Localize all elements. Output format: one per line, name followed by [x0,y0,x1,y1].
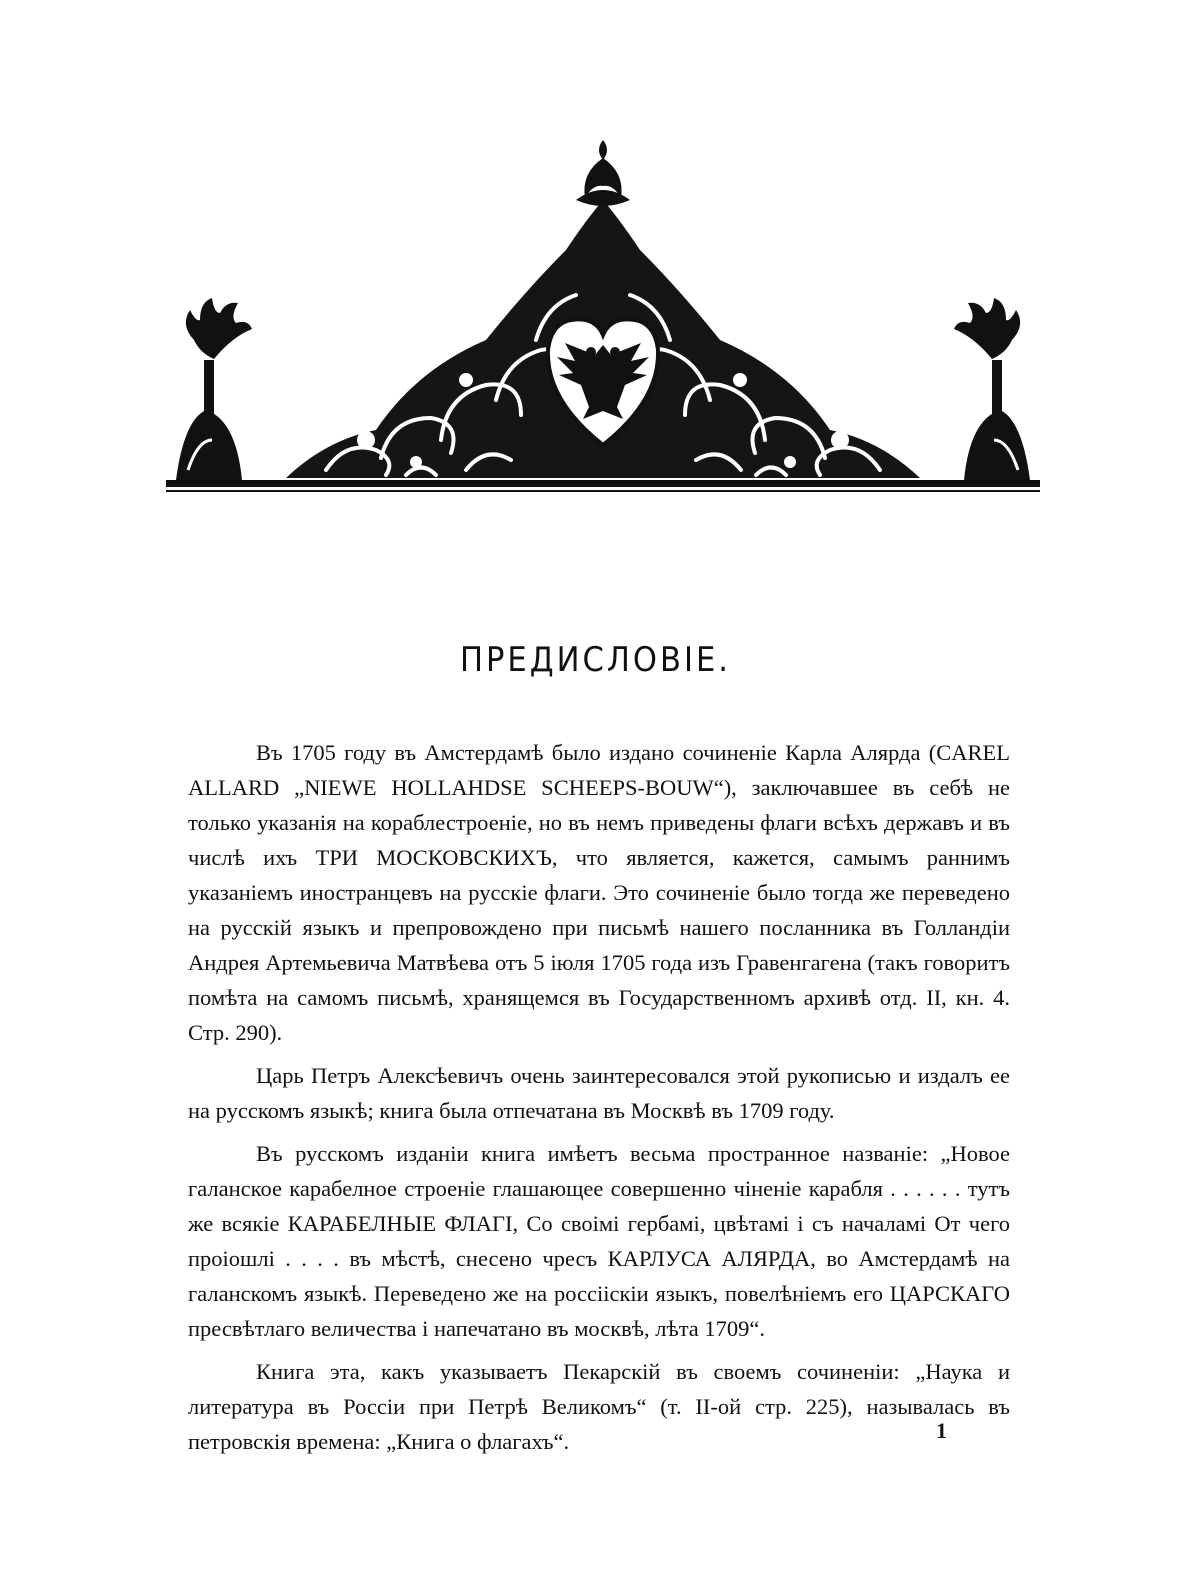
paragraph: Царь Петръ Алексѣевичъ очень заинтересовался этой рукописью и издалъ ее на русскомъ языкѣ; книга была отпечатана въ Москвѣ въ 1709 году. [188,1063,1010,1123]
paragraph: Въ русскомъ изданіи книга имѣетъ весьма пространное названіе: „Новое галанское карабелное строеніе глашающее совершенно чіненіе карабля . . . . . . тутъ же всякіе КАРАБЕЛНЫЕ ФЛАГІ, Со своімі гербамі, цвѣтамі і съ началамі От чего проіошлі . . . . въ мѣстѣ, снесено чресъ КАРЛУСА АЛЯРДА, во Амстердамѣ на галанскомъ языкѣ. Переведено же на россіiскiи языкъ, повелѣніемъ его ЦАРСКАГО пресвѣтлаго величества і напечатано въ москвѣ, лѣта 1709“. [188,1141,1010,1341]
paragraph: Книга эта, какъ указываетъ Пекарскій въ своемъ сочиненіи: „Наука и литература въ Россіи при Петрѣ Великомъ“ (т. II-ой стр. 225), называлась въ петровскія времена: „Книга о флагахъ“. [188,1359,1010,1454]
page-number: 1 [936,1418,947,1443]
page-title: ПРЕДИСЛОВІЕ. [459,640,732,680]
paragraph: Въ 1705 году въ Амстердамѣ было издано сочиненіе Карла Алярда (CAREL ALLARD „NIEWE HOLLAHDSE SCHEEPS-BOUW“), заключавшее въ себѣ не только указанія на кораблестроеніе, но въ немъ приведены флаги всѣхъ державъ и въ числѣ ихъ ТРИ МОСКОВСКИХЪ, что является, кажется, самымъ раннимъ указаніемъ иностранцевъ на русскіе флаги. Это сочиненіе было тогда же переведено на русскій языкъ и препровождено при письмѣ нашего посланника въ Голландіи Андрея Артемьевича Матвѣева отъ 5 іюля 1705 года изъ Гравенгагена (такъ говоритъ помѣта на самомъ письмѣ, хранящемся въ Государственномъ архивѣ отд. II, кн. 4. Стр. 290). [188,740,1010,1045]
ornamental-headpiece [166,140,1040,500]
body-text [188,735,1010,1467]
